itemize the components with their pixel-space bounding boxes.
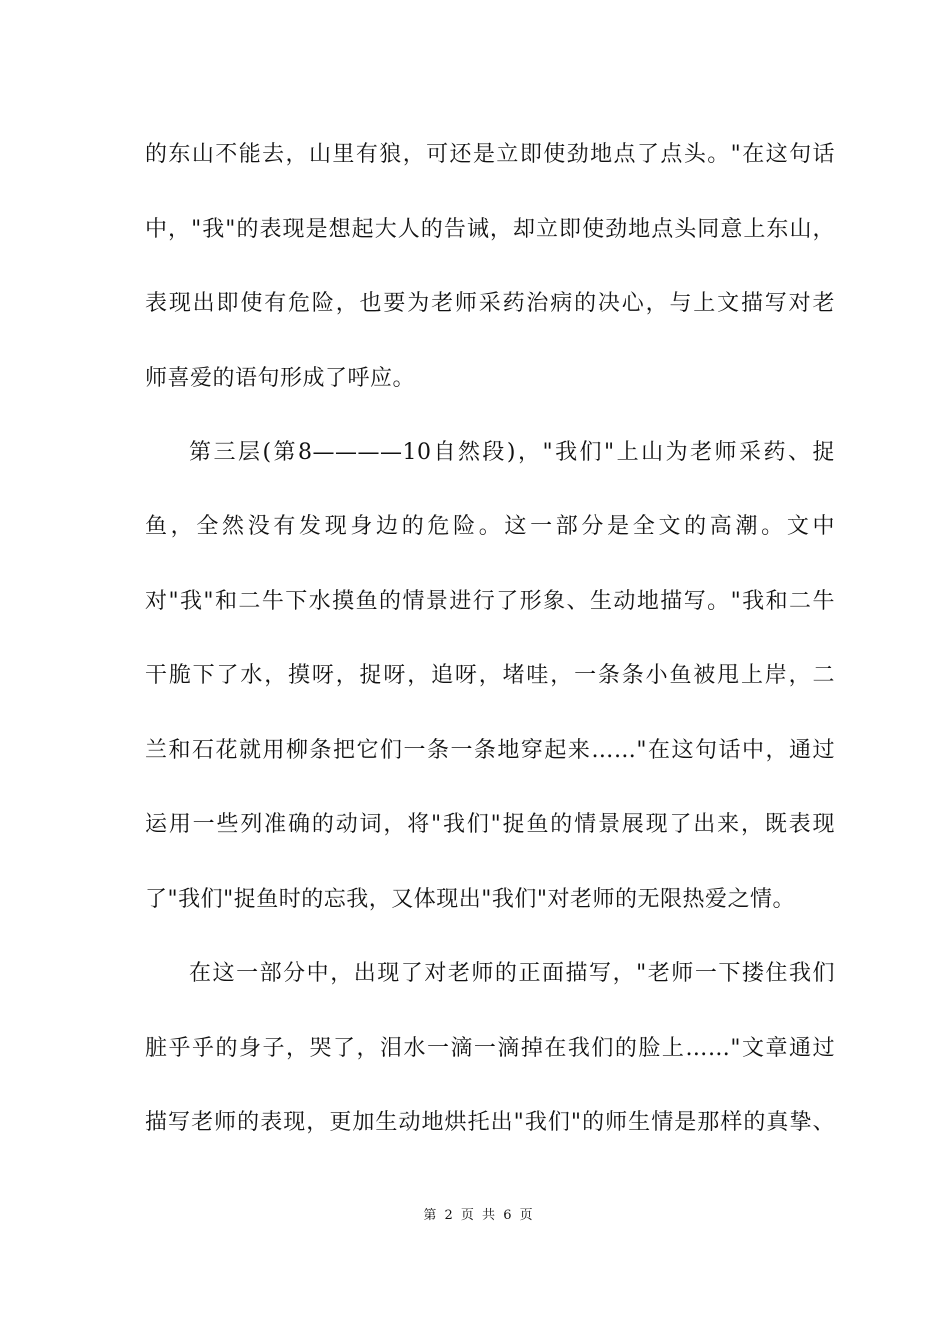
text-line-8: 干脆下了水，摸呀，捉呀，追呀，堵哇，一条条小鱼被甩上岸，二 [145, 663, 835, 688]
text-line-13: 脏乎乎的身子，哭了，泪水一滴一滴掉在我们的脸上……"文章通过 [145, 1036, 835, 1061]
text-line-2: 中，"我"的表现是想起大人的告诫，却立即使劲地点头同意上东山， [145, 217, 835, 242]
text-line-3: 表现出即使有危险，也要为老师采药治病的决心，与上文描写对老 [145, 291, 835, 316]
text-line-6: 鱼，全然没有发现身边的危险。这一部分是全文的高潮。文中 [145, 514, 835, 539]
text-line-14: 描写老师的表现，更加生动地烘托出"我们"的师生情是那样的真挚、 [145, 1110, 835, 1135]
text-line-12: 在这一部分中，出现了对老师的正面描写，"老师一下搂住我们 [189, 961, 835, 986]
page-number-footer: 第 2 页 共 6 页 [423, 1208, 535, 1223]
text-line-9: 兰和石花就用柳条把它们一条一条地穿起来……"在这句话中，通过 [145, 738, 835, 763]
text-line-5: 第三层(第8————10自然段)，"我们"上山为老师采药、捉 [189, 440, 835, 465]
text-line-11: 了"我们"捉鱼时的忘我，又体现出"我们"对老师的无限热爱之情。 [145, 887, 795, 912]
text-line-4: 师喜爱的语句形成了呼应。 [145, 366, 416, 391]
text-line-7: 对"我"和二牛下水摸鱼的情景进行了形象、生动地描写。"我和二牛 [145, 589, 835, 614]
text-line-10: 运用一些列准确的动词，将"我们"捉鱼的情景展现了出来，既表现 [145, 812, 835, 837]
text-line-1: 的东山不能去，山里有狼，可还是立即使劲地点了点头。"在这句话 [145, 142, 835, 167]
